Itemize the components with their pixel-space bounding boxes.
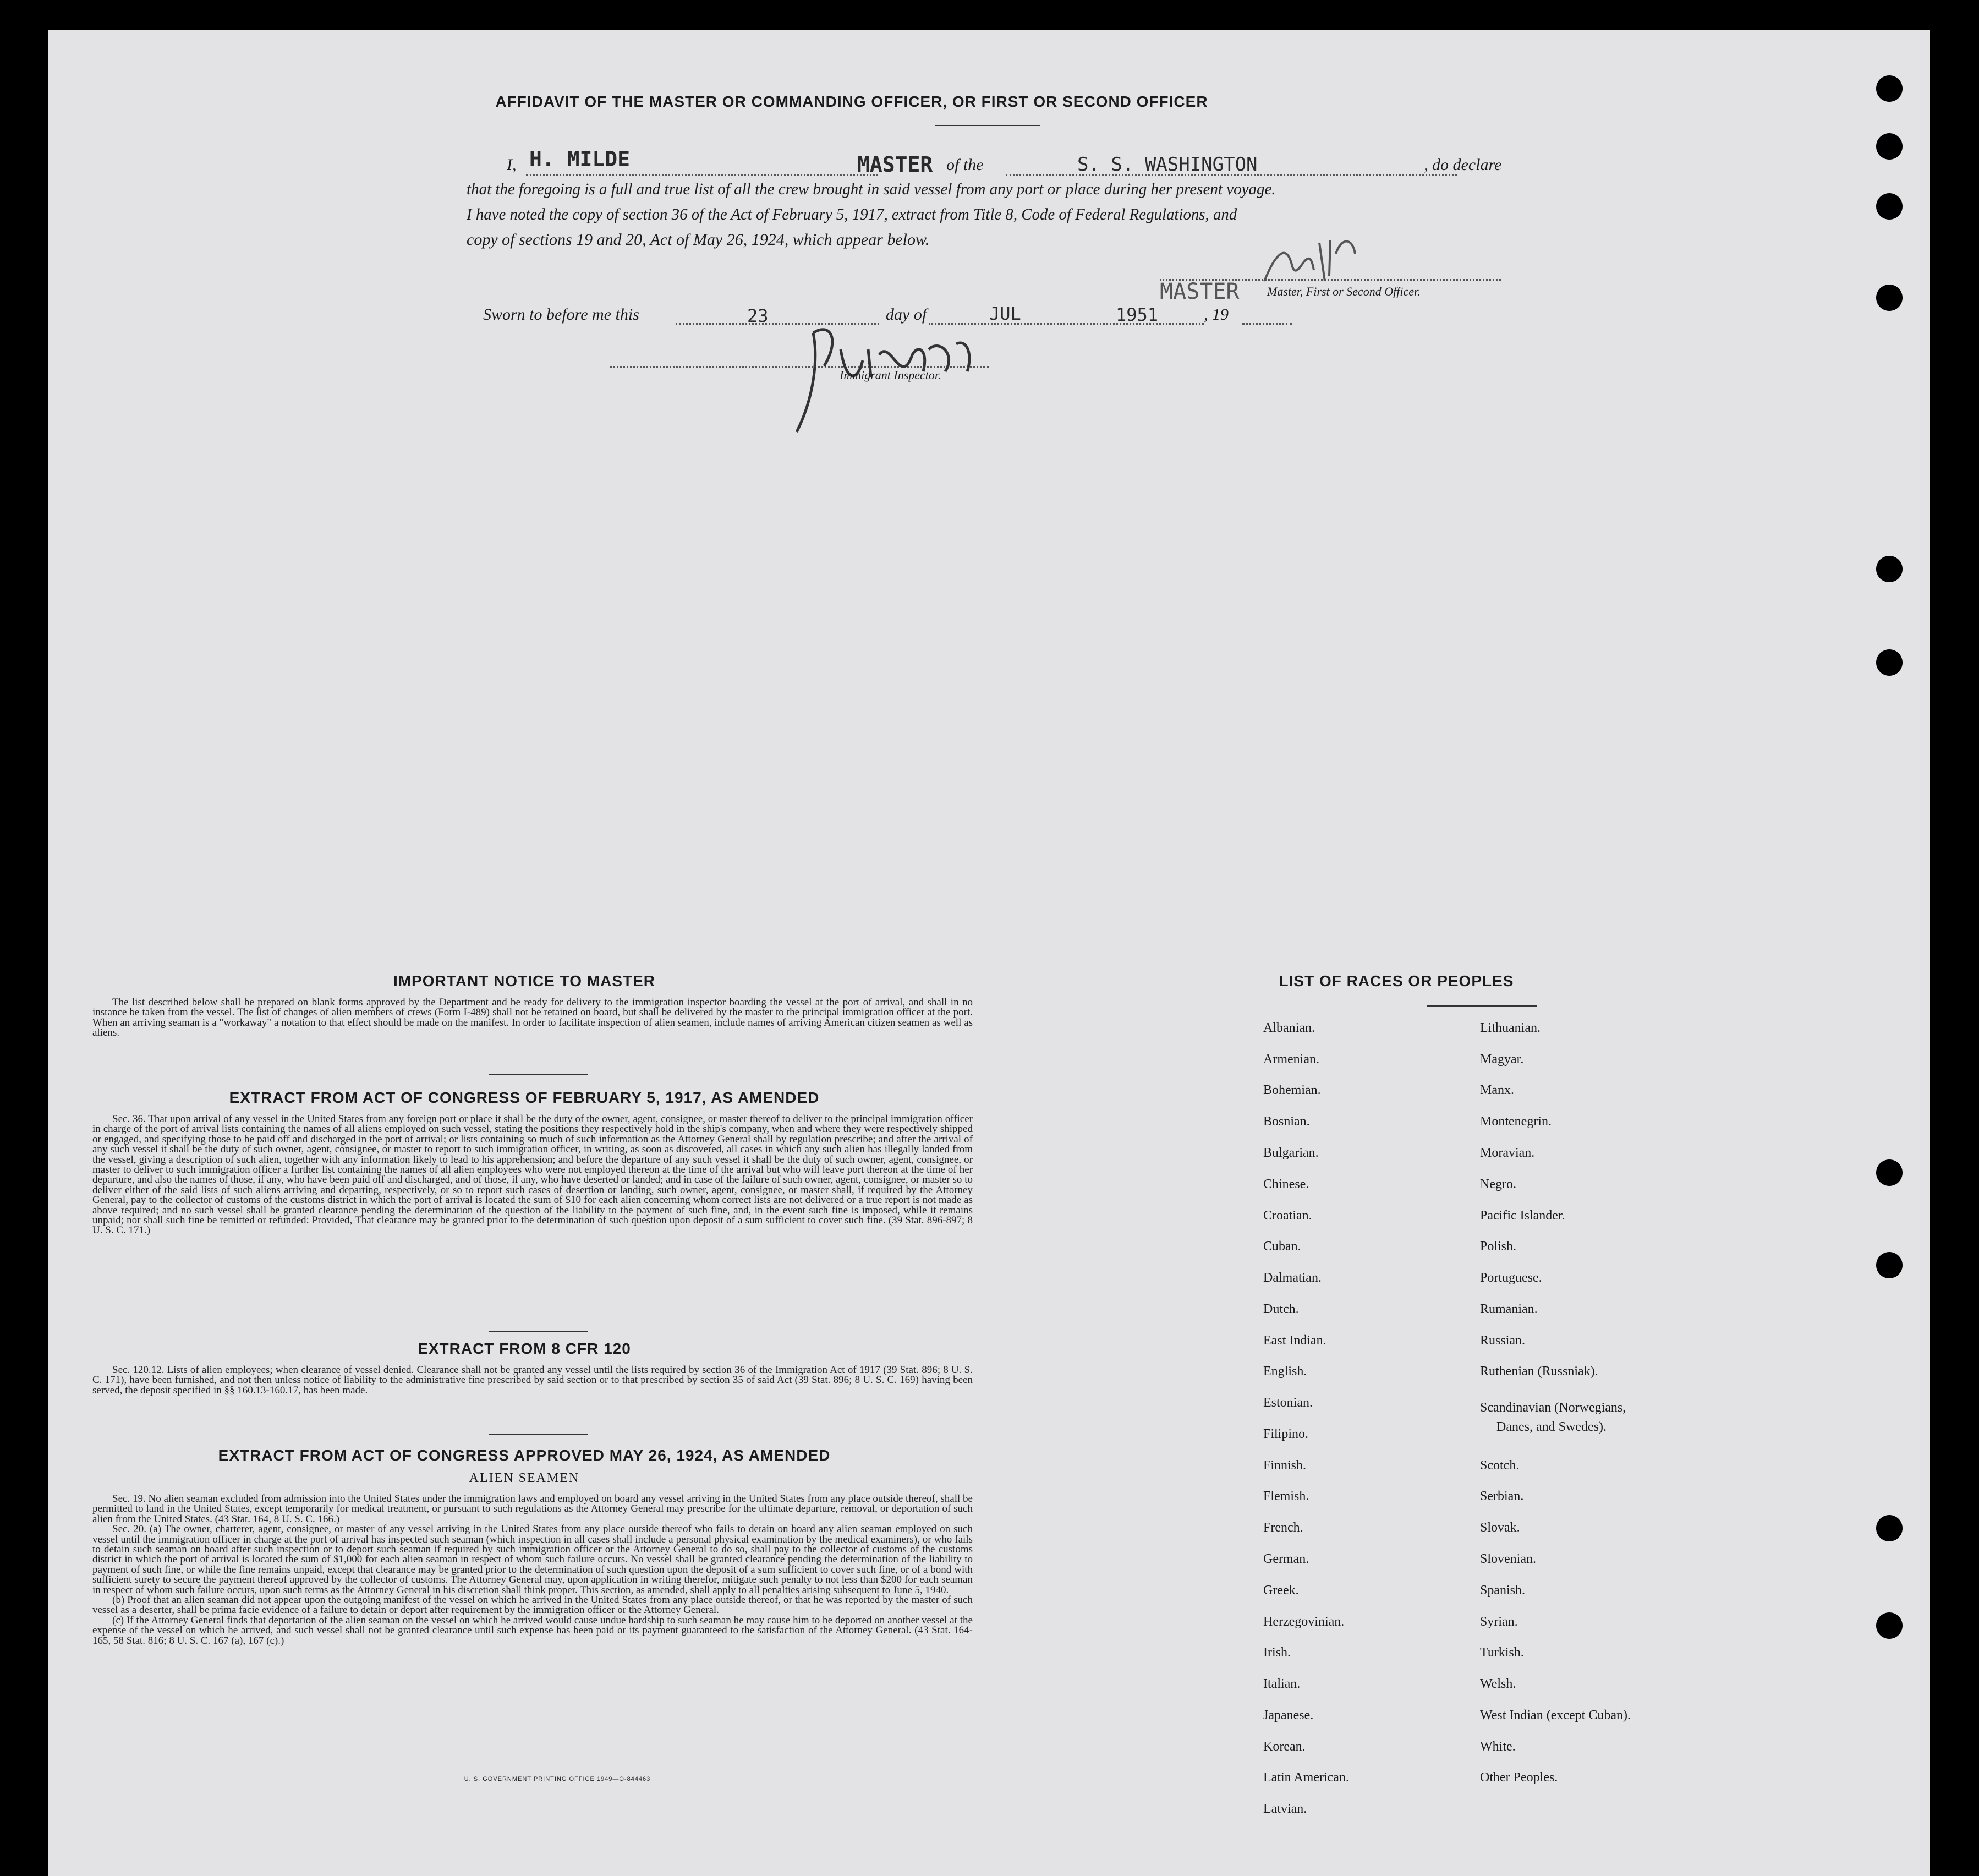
- race-item: Slovenian.: [1480, 1552, 1536, 1566]
- vessel-line: [1006, 174, 1457, 176]
- extract-1917-body: [92, 1114, 973, 1236]
- race-item: Latvian.: [1263, 1802, 1307, 1816]
- sworn-month: JUL: [989, 303, 1021, 324]
- race-item: Chinese.: [1263, 1177, 1309, 1191]
- master-caption: Master, First or Second Officer.: [1267, 285, 1421, 298]
- extract-cfr-rule: [489, 1434, 588, 1435]
- race-item: Cuban.: [1263, 1239, 1301, 1254]
- race-item: Slovak.: [1480, 1521, 1520, 1535]
- race-item: Montenegrin.: [1480, 1114, 1552, 1129]
- race-item: Dalmatian.: [1263, 1271, 1322, 1285]
- race-item: Serbian.: [1480, 1489, 1524, 1503]
- race-item: Bosnian.: [1263, 1114, 1310, 1129]
- extract-cfr-title: EXTRACT FROM 8 CFR 120: [418, 1340, 631, 1357]
- race-item: Manx.: [1480, 1083, 1514, 1097]
- race-item: Albanian.: [1263, 1021, 1315, 1035]
- race-item: West Indian (except Cuban).: [1480, 1708, 1631, 1722]
- pronoun-label: I,: [507, 156, 517, 174]
- extract-cfr-body: [92, 1365, 973, 1396]
- race-item: Magyar.: [1480, 1052, 1524, 1066]
- master-name: H. MILDE: [529, 147, 631, 171]
- vessel-name: S. S. WASHINGTON: [1077, 154, 1258, 176]
- race-item: Moravian.: [1480, 1146, 1535, 1160]
- affidavit-line-2: that the foregoing is a full and true list of all the crew brought in said vessel from any port or place during her present voyage.: [467, 180, 1276, 198]
- binder-hole: [1876, 285, 1903, 311]
- race-item: Bulgarian.: [1263, 1146, 1319, 1160]
- binder-hole: [1876, 556, 1903, 582]
- race-item: Latin American.: [1263, 1770, 1349, 1785]
- race-item: Rumanian.: [1480, 1302, 1538, 1316]
- section-20a-paragraph: Sec. 20. (a) The owner, charterer, agent, consignee, or master of any vessel arriving in the United States from any place outside thereof who fails to detain on board any alien seaman employed on such vessel until the immigration officer in charge at the port of arrival has inspected such seaman (which inspection in all cases shall include a personal physical examination by the medical examiners), or who fails to detain such seaman on board after such inspection or to deport such seaman if required by such immigration officer or the Attorney General to do so, shall pay to the collector of customs of the customs district in which the port of arrival is located the sum of $1,000 for each alien seaman in respect of whom such failure occurs. No vessel shall be granted clearance pending the determination of the liability to payment of such fine, or while the fine remains unpaid, except that clearance may be granted prior to the determination of such question upon the deposit of a sum sufficient to cover such fine, or of a bond with sufficient surety to secure the payment thereof approved by the collector of customs. The Attorney General may, upon application in writing therefor, mitigate such penalty to not less than $200 for each seaman in respect of whom such failure occurs, upon such terms as the Attorney General in his discretion shall think proper. This section, as amended, shall apply to all penalties arising subsequent to June 5, 1940.: [92, 1523, 973, 1596]
- section-120-paragraph: Sec. 120.12. Lists of alien employees; when clearance of vessel denied. Clearance shall not be granted any vessel until the lists required by section 36 of the Immigration Act of 1917 (39 Stat. 896; 8 U. S. C. 171), have been furnished, and not then unless notice of liability to the administrative fine prescribed by said section or to that prescribed by section 35 of said Act (39 Stat. 896; 8 U. S. C. 169) having been served, the deposit specified in §§ 160.13-160.17, has been made.: [92, 1364, 973, 1396]
- notice-body: [92, 998, 973, 1038]
- binder-hole: [1876, 649, 1903, 676]
- sworn-year: 1951: [1116, 304, 1159, 325]
- year-prefix: , 19: [1204, 305, 1229, 324]
- race-item: Estonian.: [1263, 1396, 1313, 1410]
- race-item: White.: [1480, 1740, 1516, 1754]
- section-36-paragraph: Sec. 36. That upon arrival of any vessel in the United States from any foreign port or place it shall be the duty of the owner, agent, consignee, or master thereof to deliver to the principal immigration officer in charge of the port of arrival lists containing the names of all aliens employed on such vessel, stating the positions they respectively hold in the ship's company, when and where they were respectively shipped or engaged, and specifying those to be paid off and discharged in the port of arrival; or lists containing so much of such information as the Attorney General shall by regulation prescribe; and after the arrival of any such vessel it shall be the duty of such owner, agent, consignee, or master to report to such immigration officer, in writing, as soon as discovered, all cases in which any such alien has illegally landed from the vessel, giving a description of such alien, together with any information likely to lead to his apprehension; and before the departure of any such vessel it shall be the duty of such owner, agent, consignee, or master to deliver to such immigration officer a further list containing the names of all alien employees who were not employed thereon at the time of the arrival but who will leave port thereon at the time of her departure, and also the names of those, if any, who have been paid off and discharged, and of those, if any, who have deserted or landed; and in case of the failure of such owner, agent, consignee, or master so to deliver either of the said lists of such aliens arriving and departing, respectively, or so to report such cases of desertion or landing, such owner, agent, consignee, or master shall, if required by the Attorney General, pay to the collector of customs of the customs district in which the port of arrival is located the sum of $10 for each alien concerning whom correct lists are not delivered or a true report is not made as above required; and no such vessel shall be granted clearance pending the determination of the question of the liability to the payment of such fine, and, in the event such fine is imposed, while it remains unpaid; nor shall such fine be remitted or refunded: Provided, That clearance may be granted prior to the determination of such question upon deposit of a sum sufficient to cover such fine. (39 Stat. 896-897; 8 U. S. C. 171.): [92, 1113, 973, 1237]
- heading-rule: [935, 125, 1040, 126]
- master-stamp: MASTER: [1160, 279, 1240, 304]
- year-line: [1242, 323, 1292, 325]
- race-item: Armenian.: [1263, 1052, 1319, 1066]
- notice-title: IMPORTANT NOTICE TO MASTER: [393, 972, 656, 989]
- of-the-label: of the: [946, 156, 984, 174]
- binder-hole: [1876, 133, 1903, 160]
- race-item: Filipino.: [1263, 1427, 1309, 1441]
- binder-hole: [1876, 1252, 1903, 1278]
- section-20c-paragraph: (c) If the Attorney General finds that deportation of the alien seaman on the vessel on which he arrived would cause undue hardship to such seaman he may cause him to be deported on another vessel at the expense of the vessel on which he arrived, and such vessel shall not be granted clearance until such expense has been paid or its payment guaranteed to the satisfaction of the Attorney General. (43 Stat. 164-165, 58 Stat. 816; 8 U. S. C. 167 (a), 167 (c).): [92, 1614, 973, 1647]
- race-item: Danes, and Swedes).: [1496, 1420, 1607, 1434]
- race-item: Ruthenian (Russniak).: [1480, 1364, 1598, 1379]
- race-item: East Indian.: [1263, 1333, 1326, 1348]
- race-item: German.: [1263, 1552, 1309, 1566]
- printer-imprint: U. S. GOVERNMENT PRINTING OFFICE 1949—O-844463: [464, 1776, 651, 1782]
- name-line: [526, 174, 878, 176]
- master-signature: [1259, 232, 1369, 292]
- race-item: Negro.: [1480, 1177, 1516, 1191]
- race-item: Croatian.: [1263, 1208, 1312, 1223]
- extract-1917-title: EXTRACT FROM ACT OF CONGRESS OF FEBRUARY 5, 1917, AS AMENDED: [229, 1089, 820, 1106]
- extract-1917-rule: [489, 1331, 588, 1332]
- binder-hole: [1876, 193, 1903, 220]
- race-item: French.: [1263, 1521, 1303, 1535]
- binder-hole: [1876, 1159, 1903, 1186]
- race-item: Bohemian.: [1263, 1083, 1321, 1097]
- race-item: Other Peoples.: [1480, 1770, 1558, 1785]
- day-of-label: day of: [886, 305, 927, 324]
- document-page: [48, 30, 1930, 1876]
- race-item: Turkish.: [1480, 1645, 1524, 1660]
- race-item: Finnish.: [1263, 1458, 1307, 1473]
- race-item: Korean.: [1263, 1740, 1306, 1754]
- race-item: Welsh.: [1480, 1677, 1516, 1691]
- race-item: Scotch.: [1480, 1458, 1520, 1473]
- races-title: LIST OF RACES OR PEOPLES: [1279, 972, 1514, 989]
- race-item: Russian.: [1480, 1333, 1526, 1348]
- affidavit-heading: AFFIDAVIT OF THE MASTER OR COMMANDING OFFICER, OR FIRST OR SECOND OFFICER: [495, 93, 1208, 110]
- race-item: Irish.: [1263, 1645, 1291, 1660]
- race-item: Scandinavian (Norwegians,: [1480, 1401, 1626, 1415]
- race-item: Italian.: [1263, 1677, 1301, 1691]
- sworn-day: 23: [747, 305, 769, 326]
- race-item: Pacific Islander.: [1480, 1208, 1565, 1223]
- binder-hole: [1876, 75, 1903, 102]
- extract-1924-body: [92, 1494, 973, 1646]
- race-item: Spanish.: [1480, 1583, 1526, 1598]
- inspector-caption: Immigrant Inspector.: [840, 368, 941, 382]
- affidavit-line-3: I have noted the copy of section 36 of the Act of February 5, 1917, extract from Title 8, Code of Federal Regulations, and: [467, 205, 1237, 223]
- do-declare-label: , do declare: [1424, 156, 1502, 174]
- race-item: Lithuanian.: [1480, 1021, 1541, 1035]
- section-19-paragraph: Sec. 19. No alien seaman excluded from admission into the United States under the immigration laws and employed on board any vessel arriving in the United States from any place outside thereof, shall be permitted to land in the United States, except temporarily for medical treatment, or pursuant to such regulations as the Attorney General may prescribe for the ultimate departure, removal, or deportation of such alien from the United States. (43 Stat. 164, 8 U. S. C. 166.): [92, 1493, 973, 1525]
- alien-seamen-subtitle: ALIEN SEAMEN: [469, 1471, 580, 1485]
- rank-stamp: MASTER: [857, 152, 933, 177]
- race-item: Polish.: [1480, 1239, 1517, 1254]
- race-item: English.: [1263, 1364, 1307, 1379]
- race-item: Japanese.: [1263, 1708, 1314, 1722]
- race-item: Greek.: [1263, 1583, 1299, 1598]
- extract-1924-title: EXTRACT FROM ACT OF CONGRESS APPROVED MAY 26, 1924, AS AMENDED: [218, 1447, 831, 1464]
- sworn-label: Sworn to before me this: [483, 305, 639, 324]
- race-item: Herzegovinian.: [1263, 1615, 1345, 1629]
- binder-hole: [1876, 1612, 1903, 1639]
- notice-rule: [489, 1074, 588, 1075]
- race-item: Portuguese.: [1480, 1271, 1542, 1285]
- race-item: Syrian.: [1480, 1615, 1518, 1629]
- race-item: Dutch.: [1263, 1302, 1299, 1316]
- section-20b-paragraph: (b) Proof that an alien seaman did not appear upon the outgoing manifest of the vessel on which he arrived in the United States from any place outside thereof, or that he was reported by the master of such vessel as a deserter, shall be prima facie evidence of a failure to detain or deport after requirement by the immigration officer or the Attorney General.: [92, 1594, 973, 1616]
- binder-hole: [1876, 1515, 1903, 1541]
- race-item: Flemish.: [1263, 1489, 1309, 1503]
- races-rule: [1427, 1005, 1537, 1007]
- affidavit-line-4: copy of sections 19 and 20, Act of May 26, 1924, which appear below.: [467, 231, 930, 249]
- notice-paragraph: The list described below shall be prepared on blank forms approved by the Department and be ready for delivery to the immigration inspector boarding the vessel at the port of arrival, and shall in no instance be taken from the vessel. The list of changes of alien members of crews (Form I-489) shall not be retained on board, but shall be delivered by the master to the principal immigration officer at the port. When an arriving seaman is a "workaway" a notation to that effect should be made on the manifest. In order to facilitate inspection of alien seamen, include names of arriving American citizen seamen as well as aliens.: [92, 997, 973, 1039]
